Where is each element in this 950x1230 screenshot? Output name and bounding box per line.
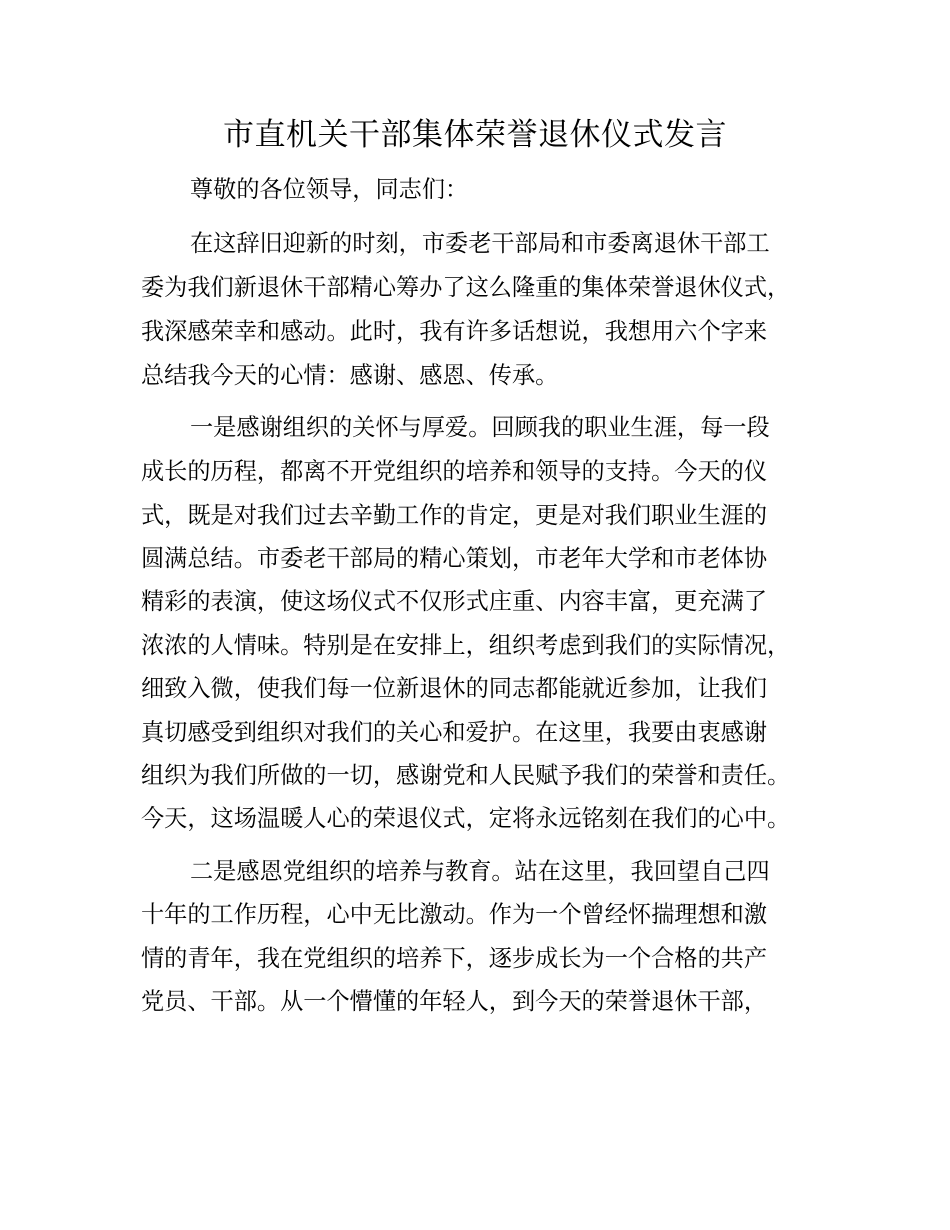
text-line: 我深感荣幸和感动。此时，我有许多话想说，我想用六个字来 — [141, 318, 768, 345]
text-line: 情的青年，我在党组织的培养下，逐步成长为一个合格的共产 — [141, 945, 768, 972]
text-line: 今天，这场温暖人心的荣退仪式，定将永远铭刻在我们的心中。 — [141, 805, 791, 832]
text-line: 浓浓的人情味。特别是在安排上，组织考虑到我们的实际情况， — [141, 632, 791, 659]
text-line: 精彩的表演，使这场仪式不仅形式庄重、内容丰富，更充满了 — [141, 588, 768, 615]
text-line: 在这辞旧迎新的时刻，市委老干部局和市委离退休干部工 — [190, 230, 770, 257]
text-line: 成长的历程，都离不开党组织的培养和领导的支持。今天的仪 — [141, 458, 768, 485]
text-line: 总结我今天的心情：感谢、感恩、传承。 — [141, 362, 559, 389]
text-line: 式，既是对我们过去辛勤工作的肯定，更是对我们职业生涯的 — [141, 502, 768, 529]
text-line: 党员、干部。从一个懵懂的年轻人，到今天的荣誉退休干部， — [141, 988, 768, 1015]
page-title: 市直机关干部集体荣誉退休仪式发言 — [223, 117, 727, 153]
text-line: 组织为我们所做的一切，感谢党和人民赋予我们的荣誉和责任。 — [141, 762, 791, 789]
text-line: 二是感恩党组织的培养与教育。站在这里，我回望自己四 — [190, 858, 770, 885]
text-line: 十年的工作历程，心中无比激动。作为一个曾经怀揣理想和激 — [141, 901, 768, 928]
text-line: 圆满总结。市委老干部局的精心策划，市老年大学和市老体协 — [141, 545, 768, 572]
text-line: 一是感谢组织的关怀与厚爱。回顾我的职业生涯，每一段 — [190, 414, 770, 441]
salutation-line: 尊敬的各位领导，同志们： — [190, 176, 469, 203]
text-line: 委为我们新退休干部精心筹办了这么隆重的集体荣誉退休仪式， — [141, 274, 791, 301]
text-line: 真切感受到组织对我们的关心和爱护。在这里，我要由衷感谢 — [141, 719, 768, 746]
text-line: 细致入微，使我们每一位新退休的同志都能就近参加，让我们 — [141, 675, 768, 702]
